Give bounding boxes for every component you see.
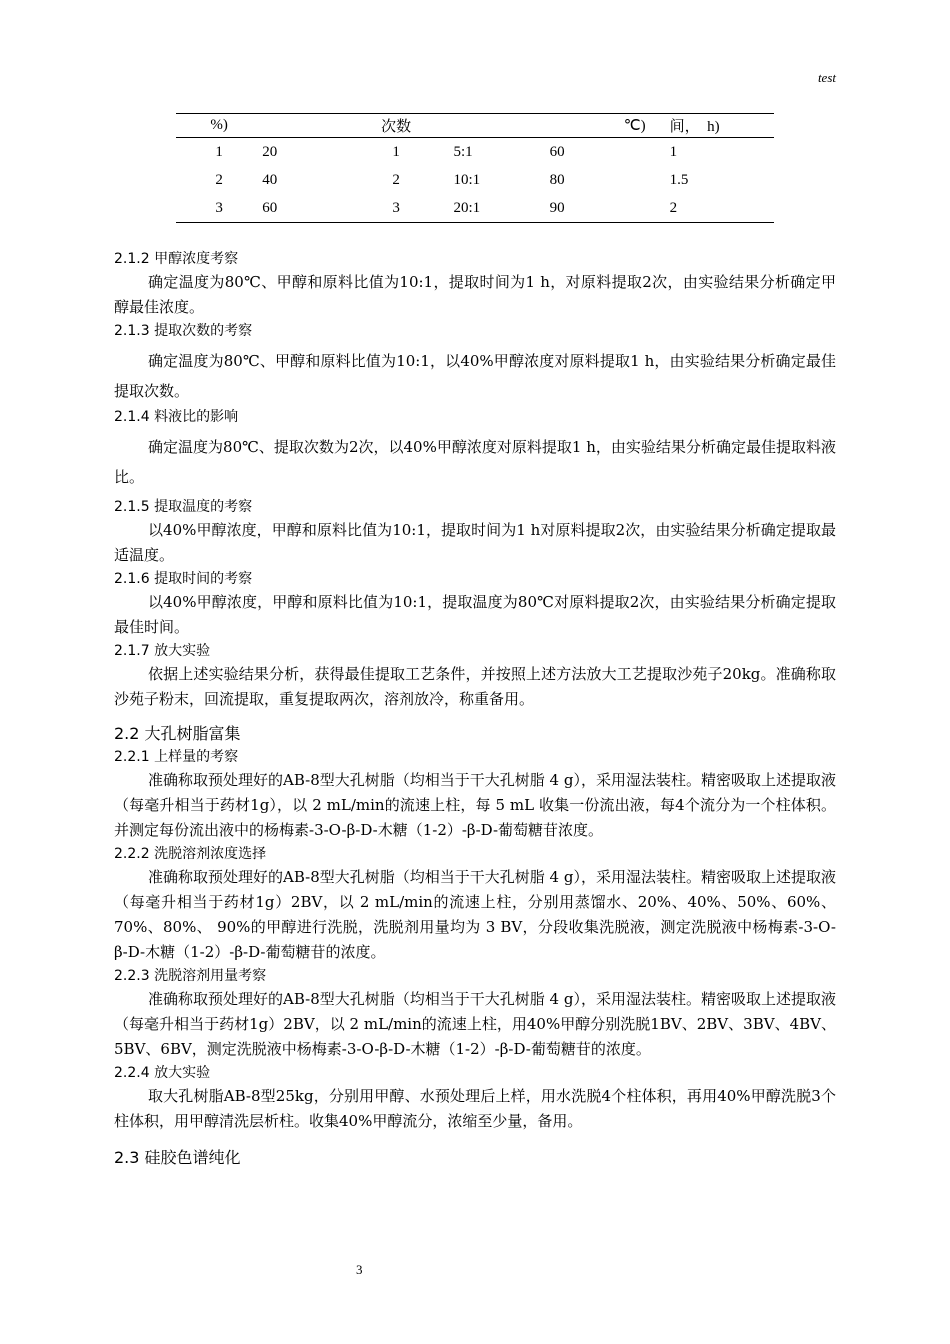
table-cell: 20:1 bbox=[453, 199, 481, 216]
table-cell: 40 bbox=[262, 171, 278, 188]
table-row bbox=[176, 138, 774, 167]
table-row bbox=[176, 166, 774, 194]
section-paragraph: 以40%甲醇浓度，甲醇和原料比值为10:1，提取温度为80℃对原料提取2次，由实验结果分析确定提取最佳时间。 bbox=[114, 593, 836, 636]
section-paragraph: 依据上述实验结果分析，获得最佳提取工艺条件，并按照上述方法放大工艺提取沙苑子20kg。准确称取沙苑子粉末，回流提取，重复提取两次，溶剂放冷，称重备用。 bbox=[114, 665, 836, 708]
table-cell: 3 bbox=[392, 199, 400, 216]
table-header-cell: 间， h) bbox=[669, 119, 720, 135]
table-cell: 3 bbox=[215, 199, 223, 216]
section-heading: 2.2.4 放大实验 bbox=[114, 1065, 211, 1081]
table-header-cell bbox=[453, 114, 549, 138]
section-paragraph: 准确称取预处理好的AB-8型大孔树脂（均相当于干大孔树脂 4 g），采用湿法装柱。精密吸取上述提取液（每毫升相当于药材1g），以 2 mL/min的流速上柱，每 5 mL 收集一份流出液，每4个流分为一个柱体积。并测定每份流出液中的杨梅素-3-O-β-D-木糖（1-2）-β-D-葡萄糖苷浓度。 bbox=[114, 771, 836, 839]
section-paragraph: 确定温度为80℃、提取次数为2次，以40%甲醇浓度对原料提取1 h，由实验结果分析确定最佳提取料液比。 bbox=[114, 438, 836, 486]
section-paragraph: 准确称取预处理好的AB-8型大孔树脂（均相当于干大孔树脂 4 g），采用湿法装柱。精密吸取上述提取液（每毫升相当于药材1g）2BV，以 2 mL/min的流速上柱，用40%甲醇分别洗脱1BV、2BV、3BV、4BV、5BV、6BV，测定洗脱液中杨梅素-3-O-β-D-木糖（1-2）-β-D-葡萄糖苷的浓度。 bbox=[114, 990, 836, 1058]
table-cell: 2 bbox=[669, 199, 678, 216]
table-header-row bbox=[176, 114, 774, 138]
section-heading: 2.1.5 提取温度的考察 bbox=[114, 499, 253, 515]
section-paragraph: 以40%甲醇浓度，甲醇和原料比值为10:1，提取时间为1 h对原料提取2次，由实验结果分析确定提取最适温度。 bbox=[114, 521, 836, 564]
section-paragraph: 确定温度为80℃、甲醇和原料比值为10:1，提取时间为1 h，对原料提取2次，由实验结果分析确定甲醇最佳浓度。 bbox=[114, 273, 836, 316]
section-heading: 2.2.1 上样量的考察 bbox=[114, 749, 239, 765]
table-header-cell bbox=[262, 114, 339, 138]
section-paragraph: 取大孔树脂AB-8型25kg，分别用甲醇、水预处理后上样，用水洗脱4个柱体积，再用40%甲醇洗脱3个柱体积，用甲醇清洗层析柱。收集40%甲醇流分，浓缩至少量，备用。 bbox=[114, 1087, 836, 1130]
table-cell: 2 bbox=[215, 171, 223, 188]
table-cell: 90 bbox=[549, 199, 565, 216]
subsection-heading: 2.3 硅胶色谱纯化 bbox=[114, 1148, 241, 1167]
table-cell: 10:1 bbox=[453, 171, 481, 188]
section-heading: 2.1.7 放大实验 bbox=[114, 643, 211, 659]
table-cell: 20 bbox=[262, 143, 278, 160]
table-cell: 1 bbox=[392, 143, 400, 160]
table-header-cell: 次数 bbox=[381, 119, 412, 135]
table-cell: 80 bbox=[549, 171, 565, 188]
table-cell: 1 bbox=[215, 143, 223, 160]
section-heading: 2.1.6 提取时间的考察 bbox=[114, 571, 253, 587]
subsection-heading: 2.2 大孔树脂富集 bbox=[114, 724, 241, 743]
table-header-cell: %) bbox=[210, 117, 228, 133]
section-heading: 2.1.4 料液比的影响 bbox=[114, 409, 239, 425]
section-heading: 2.2.3 洗脱溶剂用量考察 bbox=[114, 968, 267, 984]
section-heading: 2.2.2 洗脱溶剂浓度选择 bbox=[114, 846, 267, 862]
section-heading: 2.1.2 甲醇浓度考察 bbox=[114, 251, 239, 267]
section-heading: 2.1.3 提取次数的考察 bbox=[114, 323, 253, 339]
table-header-cell: ℃) bbox=[623, 118, 646, 134]
table-row bbox=[176, 194, 774, 223]
table-cell: 2 bbox=[392, 171, 400, 188]
table-cell: 60 bbox=[262, 199, 278, 216]
section-paragraph: 准确称取预处理好的AB-8型大孔树脂（均相当于干大孔树脂 4 g），采用湿法装柱。精密吸取上述提取液（每毫升相当于药材1g）2BV，以 2 mL/min的流速上柱，分别用蒸馏水、20%、40%、50%、60%、70%、80%、 90%的甲醇进行洗脱，洗脱剂用量均为 3 BV，分段收集洗脱液，测定洗脱液中杨梅素-3-O-β-D-木糖（1-2）-β-D-葡萄糖苷的浓度。 bbox=[114, 868, 836, 961]
table-cell: 60 bbox=[549, 143, 565, 160]
section-paragraph: 确定温度为80℃、甲醇和原料比值为10:1，以40%甲醇浓度对原料提取1 h，由实验结果分析确定最佳提取次数。 bbox=[114, 352, 836, 400]
table-cell: 1.5 bbox=[669, 171, 689, 188]
page-number: 3 bbox=[356, 1262, 363, 1277]
extraction-parameters-table bbox=[176, 113, 774, 223]
table-cell: 5:1 bbox=[453, 143, 473, 160]
body-text bbox=[114, 248, 836, 1170]
table-cell: 1 bbox=[669, 143, 678, 160]
running-head: test bbox=[817, 70, 836, 85]
